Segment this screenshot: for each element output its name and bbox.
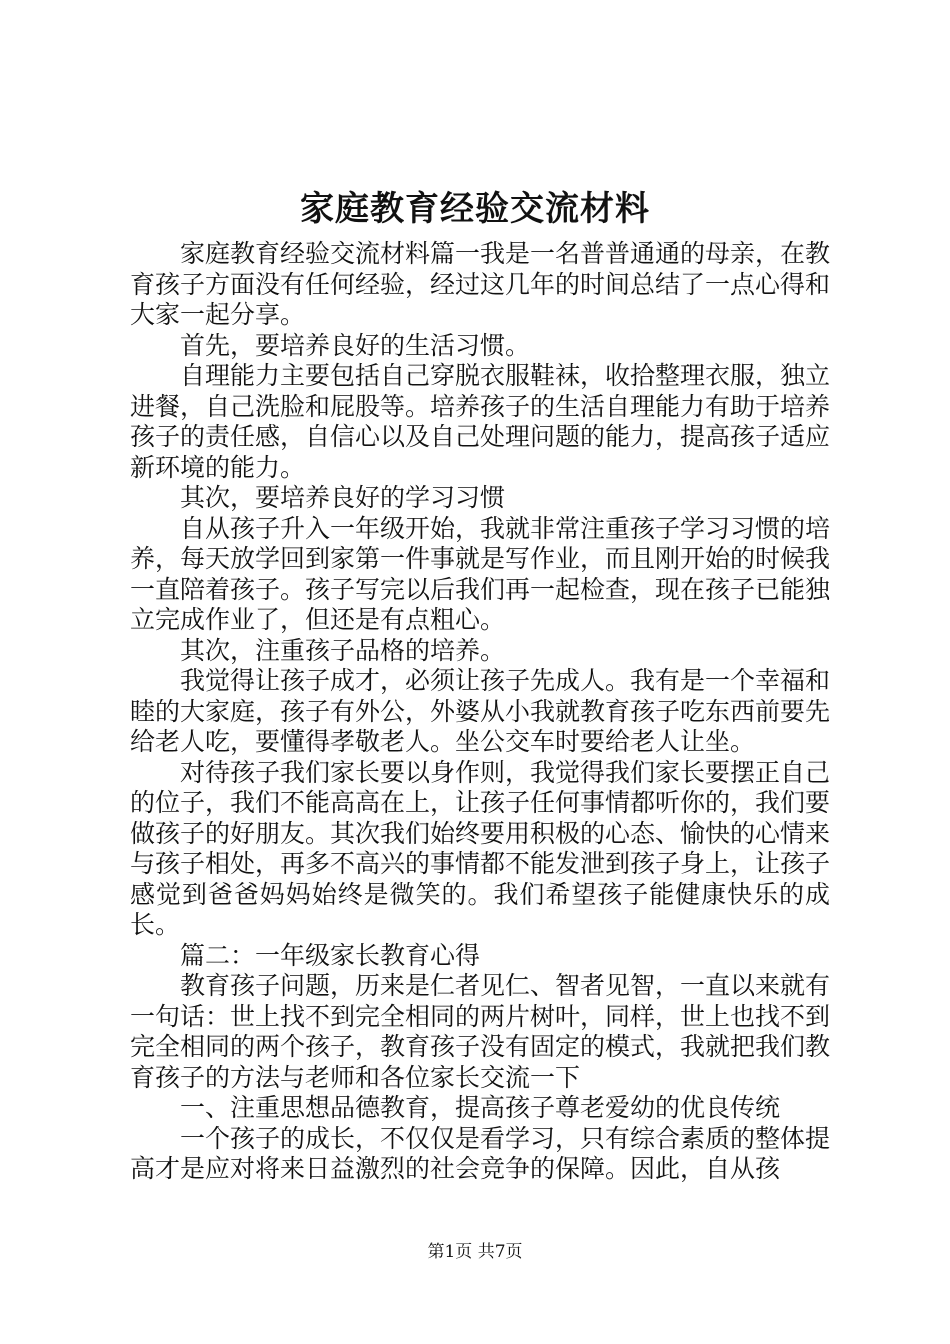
document-body xyxy=(130,239,830,1185)
paragraph: 对待孩子我们家长要以身作则，我觉得我们家长要摆正自己的位子，我们不能高高在上，让孩子任何事情都听你的，我们要做孩子的好朋友。其次我们始终要用积极的心态、愉快的心情来与孩子相处，再多不高兴的事情都不能发泄到孩子身上，让孩子感觉到爸爸妈妈始终是微笑的。我们希望孩子能健康快乐的成长。 xyxy=(130,757,831,939)
section-heading: 篇二：一年级家长教育心得 xyxy=(180,940,481,970)
document-title: 家庭教育经验交流材料 xyxy=(300,189,650,229)
paragraph: 自从孩子升入一年级开始，我就非常注重孩子学习习惯的培养，每天放学回到家第一件事就是写作业，而且刚开始的时候我一直陪着孩子。孩子写完以后我们再一起检查，现在孩子已能独立完成作业了，但还是有点粗心。 xyxy=(130,513,831,634)
paragraph: 自理能力主要包括自己穿脱衣服鞋袜，收拾整理衣服，独立进餐，自己洗脸和屁股等。培养孩子的生活自理能力有助于培养孩子的责任感，自信心以及自己处理问题的能力，提高孩子适应新环境的能力。 xyxy=(130,361,831,482)
paragraph: 教育孩子问题，历来是仁者见仁、智者见智，一直以来就有一句话：世上找不到完全相同的两片树叶，同样，世上也找不到完全相同的两个孩子，教育孩子没有固定的模式，我就把我们教育孩子的方法与老师和各位家长交流一下 xyxy=(130,971,831,1092)
page-footer: 第1页 共7页 xyxy=(427,1242,523,1262)
paragraph: 一、注重思想品德教育，提高孩子尊老爱幼的优良传统 xyxy=(180,1093,781,1122)
paragraph: 首先，要培养良好的生活习惯。 xyxy=(180,330,531,360)
paragraph: 其次，要培养良好的学习习惯 xyxy=(180,483,506,512)
paragraph: 一个孩子的成长，不仅仅是看学习，只有综合素质的整体提高才是应对将来日益激烈的社会竞争的保障。因此，自从孩 xyxy=(130,1123,831,1183)
paragraph: 我觉得让孩子成才，必须让孩子先成人。我有是一个幸福和睦的大家庭，孩子有外公，外婆从小我就教育孩子吃东西前要先给老人吃，要懂得孝敬老人。坐公交车时要给老人让坐。 xyxy=(130,666,831,756)
paragraph: 家庭教育经验交流材料篇一我是一名普普通通的母亲，在教育孩子方面没有任何经验，经过这几年的时间总结了一点心得和大家一起分享。 xyxy=(130,239,831,329)
paragraph: 其次，注重孩子品格的培养。 xyxy=(180,635,506,665)
